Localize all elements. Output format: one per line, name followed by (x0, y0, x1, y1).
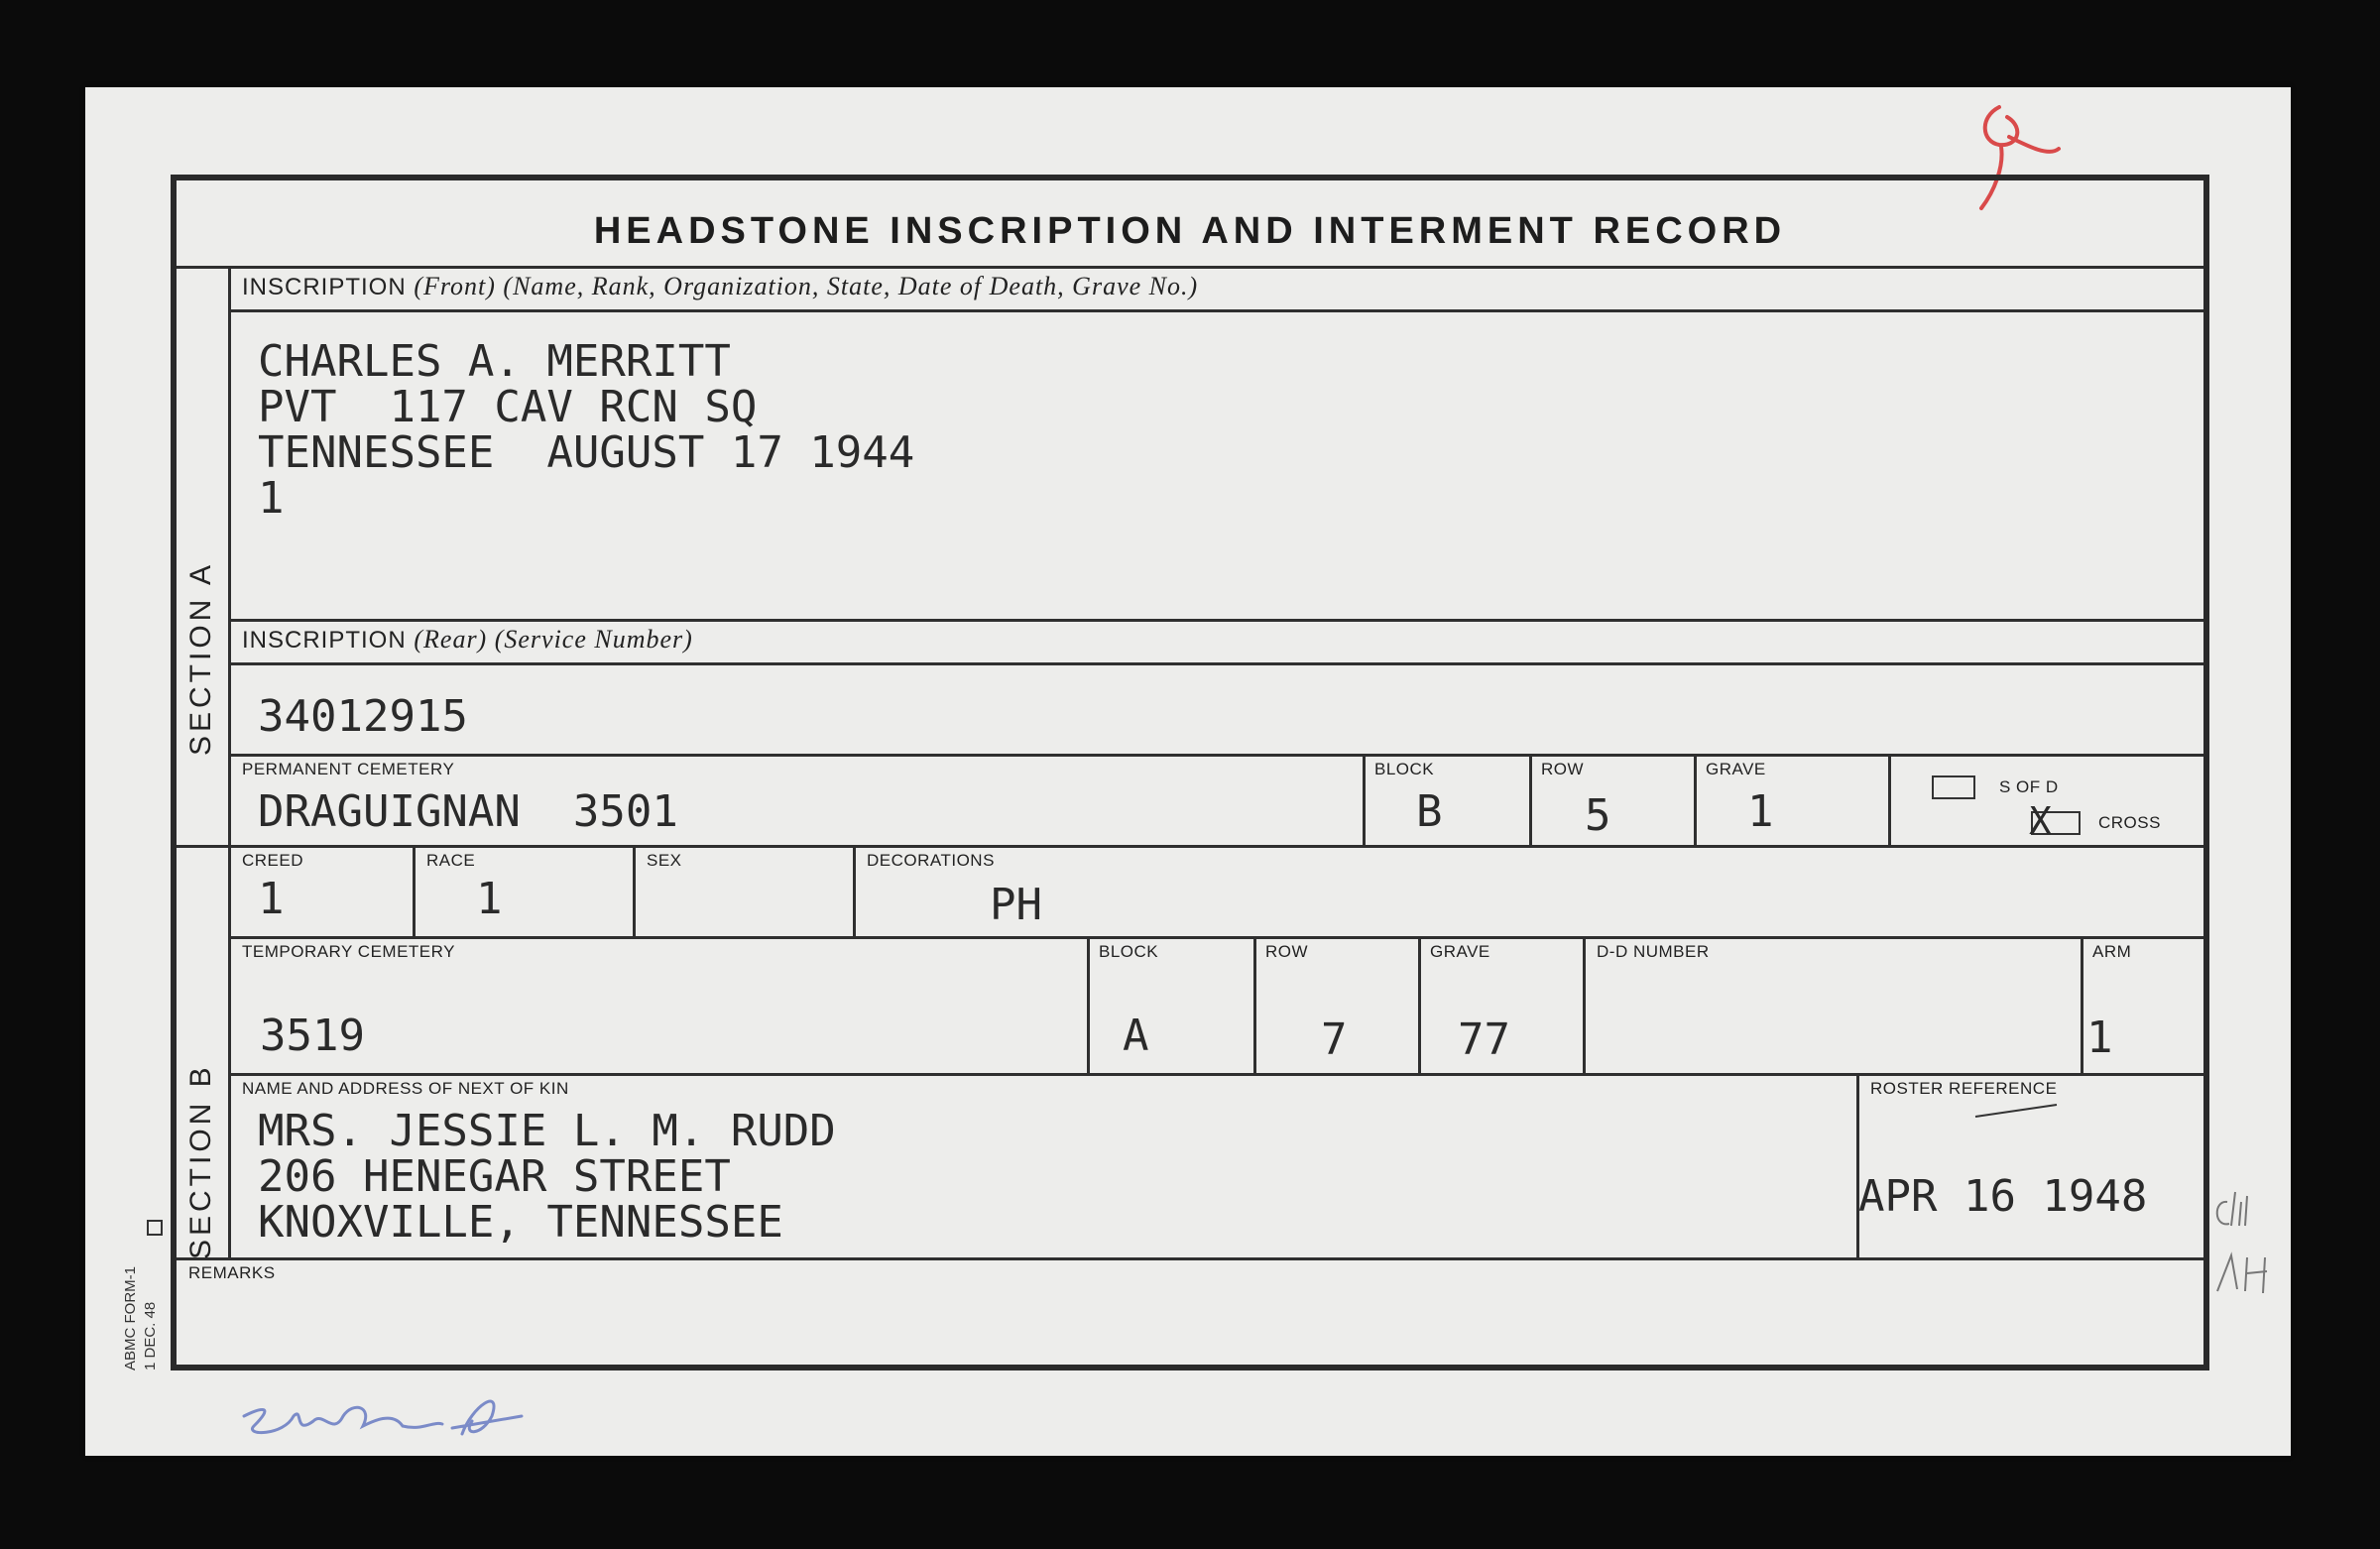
inscription-front-label: INSCRIPTION (Front) (Name, Rank, Organization, State, Date of Death, Grave No.) (242, 272, 1199, 300)
section-b-label: SECTION B (184, 1063, 217, 1259)
form-title: HEADSTONE INSCRIPTION AND INTERMENT RECORD (593, 210, 1787, 252)
roster-tick-mark (1971, 1103, 2061, 1123)
permanent-cemetery-label: PERMANENT CEMETERY (242, 760, 455, 778)
section-a-label: SECTION A (184, 560, 217, 756)
inscription-rear-label: INSCRIPTION (Rear) (Service Number) (242, 625, 693, 654)
race-label: RACE (426, 851, 476, 870)
perm-row-value: 5 (1585, 790, 1611, 841)
inscription-front-line3: TENNESSEE AUGUST 17 1944 (258, 427, 915, 478)
perm-block-value: B (1416, 786, 1443, 837)
perm-grave-value: 1 (1747, 786, 1774, 837)
temp-grave-value: 77 (1458, 1014, 1510, 1065)
creed-value: 1 (258, 874, 285, 924)
temp-row-value: 7 (1321, 1014, 1348, 1065)
handwritten-initials-right (2207, 1182, 2287, 1311)
cross-label: CROSS (2098, 813, 2161, 832)
next-of-kin-line2: 206 HENEGAR STREET (258, 1151, 731, 1202)
form-id: ABMC FORM-1 1 DEC. 48 (122, 1266, 159, 1370)
temp-row-label: ROW (1265, 942, 1309, 961)
form-frame (171, 175, 2209, 1370)
dd-number-label: D-D NUMBER (1597, 942, 1710, 961)
creed-label: CREED (242, 851, 304, 870)
next-of-kin-line1: MRS. JESSIE L. M. RUDD (258, 1106, 836, 1156)
inscription-front-line2: PVT 117 CAV RCN SQ (258, 382, 758, 432)
handwritten-signature (224, 1376, 581, 1456)
perm-block-label: BLOCK (1374, 760, 1435, 778)
next-of-kin-label: NAME AND ADDRESS OF NEXT OF KIN (242, 1079, 569, 1098)
arm-label: ARM (2092, 942, 2132, 961)
temporary-cemetery-label: TEMPORARY CEMETERY (242, 942, 455, 961)
sex-label: SEX (647, 851, 682, 870)
temp-grave-label: GRAVE (1430, 942, 1490, 961)
perm-row-label: ROW (1541, 760, 1585, 778)
next-of-kin-line3: KNOXVILLE, TENNESSEE (258, 1197, 783, 1248)
inscription-front-line1: CHARLES A. MERRITT (258, 336, 731, 387)
decorations-value: PH (990, 880, 1042, 930)
permanent-cemetery-value: DRAGUIGNAN 3501 (258, 786, 678, 837)
remarks-label: REMARKS (188, 1263, 276, 1282)
form-id-box (147, 1220, 163, 1236)
inscription-front-line4: 1 (258, 473, 285, 524)
service-number: 34012915 (258, 691, 468, 742)
roster-reference-value: APR 16 1948 (1858, 1171, 2148, 1222)
decorations-label: DECORATIONS (867, 851, 995, 870)
perm-grave-label: GRAVE (1706, 760, 1766, 778)
roster-reference-label: ROSTER REFERENCE (1870, 1079, 2058, 1098)
temp-block-value: A (1123, 1011, 1149, 1061)
race-value: 1 (476, 874, 503, 924)
temporary-cemetery-value: 3519 (260, 1011, 365, 1061)
temp-block-label: BLOCK (1099, 942, 1159, 961)
cross-check-mark: X (2029, 799, 2052, 843)
sofd-checkbox[interactable] (1932, 775, 1975, 799)
arm-value: 1 (2086, 1013, 2113, 1063)
sofd-label: S OF D (1999, 777, 2059, 796)
record-card (85, 87, 2291, 1456)
